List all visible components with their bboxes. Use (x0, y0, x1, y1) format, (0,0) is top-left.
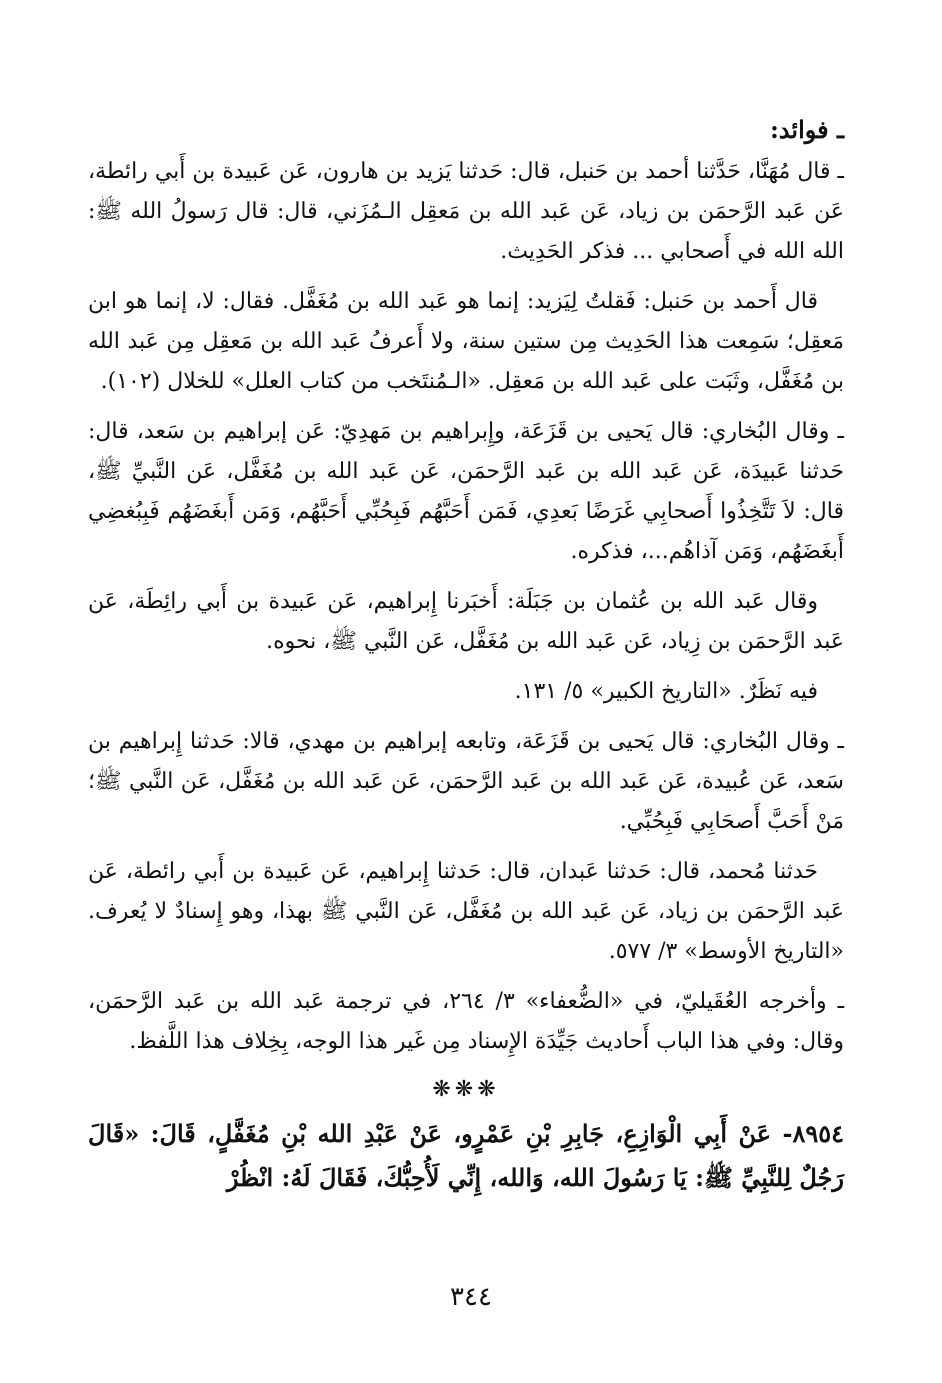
page-number: ٣٤٤ (450, 1282, 492, 1312)
page-body (88, 110, 844, 1200)
hadith-8954: ٨٩٥٤- عَنْ أَبِي الْوَازِعِ، جَابِرِ بْنِ عَمْرٍو، عَنْ عَبْدِ الله بْنِ مُغَفَّلٍ، قَالَ: «قَالَ رَجُلٌ لِلنَّبِيِّ ﷺ: يَا رَسُولَ الله، وَالله، إِنِّي لَأُحِبُّكَ، فَقَالَ لَهُ: انْظُرْ (88, 1119, 845, 1192)
paragraph-uqayli: ـ وأخرجه العُقَيليّ، في «الضُّعفاء» ٣/ ٢٦٤، في ترجمة عَبد الله بن عَبد الرَّحمَن، وقال: وفي هذا الباب أَحاديث جَيِّدَة الإِسناد مِن غَير هذا الوجه، بِخِلاف هذا اللَّفظ. (88, 989, 845, 1054)
paragraph-jabala: وقال عَبد الله بن عُثمان بن جَبَلَة: أَخبَرنا إِبراهيم، عَن عَبيدة بن أَبي رائِطَة، عَن عَبد الرَّحمَن بن زِياد، عَن عَبد الله بن مُغَفَّل، عَن النَّبي ﷺ، نحوه. (88, 589, 844, 654)
paragraph-bukhari-2: ـ وقال البُخاري: قال يَحيى بن قَزَعَة، وتابعه إبراهيم بن مهدي، قالا: حَدثنا إِبراهيم بن سَعد، عَن عُبيدة، عَن عَبد الله بن عَبد الرَّحمَن، عَن عَبد الله بن مُغَفَّل، عَن النَّبي ﷺ؛ مَنْ أَحَبَّ أَصحَابِي فَبِحُبِّي. (88, 729, 844, 834)
section-separator: ❋❋❋ (432, 1077, 500, 1102)
paragraph-tarikh-kabir: فيه نَظَرٌ. «التاريخ الكبير» ٥/ ١٣١. (514, 679, 818, 704)
paragraph-bukhari-1: ـ وقال البُخاري: قال يَحيى بن قَزَعَة، وإِبراهيم بن مَهدِيّ: عَن إبراهيم بن سَعد، قال: حَدثنا عَبيدَة، عَن عَبد الله بن عَبد الرَّحمَن، عَن عَبد الله بن مُغَفَّل، عَن النَّبيِّ ﷺ، قال: لاَ تَتَّخِذُوا أَصحابِي غَرَضًا بَعدِي، فَمَن أَحَبَّهُم فَبِحُبِّي أَحَبَّهُم، وَمَن أَبغَضَهُم فَبِبُغضِي أَبغَضَهُم، وَمَن آذاهُم...، فذكره. (88, 419, 844, 564)
paragraph-muhanna: ـ قال مُهَنَّا، حَدَّثنا أحمد بن حَنبل، قال: حَدثنا يَزيد بن هارون، عَن عَبيدة بن أَبي رائطة، عَن عَبد الرَّحمَن بن زياد، عَن عَبد الله بن مَعقِل الـمُزَني، قال: قال رَسولُ الله ﷺ: الله الله في أَصحابي ... فذكر الحَدِيث. (88, 159, 844, 264)
section-heading: ـ فوائد: (769, 115, 844, 144)
paragraph-ahmad: قال أَحمد بن حَنبل: فَقلتُ لِيَزيد: إنما هو عَبد الله بن مُغَفَّل. فقال: لا، إنما هو ابن مَعقِل؛ سَمِعت هذا الحَدِيث مِن ستين سنة، ولا أَعرفُ عَبد الله بن مَعقِل مِن عَبد الله بن مُغَفَّل، وثَبَت على عَبد الله بن مَعقِل. «الـمُنتَخب من كتاب العلل» للخلال (١٠٢). (88, 289, 844, 394)
paragraph-muhammad: حَدثنا مُحمد، قال: حَدثنا عَبدان، قال: حَدثنا إِبراهيم، عَن عَبيدة بن أَبي رائطة، عَن عَبد الرَّحمَن بن زياد، عَن عَبد الله بن مُغَفَّل، عَن النَّبي ﷺ بهذا، وهو إِسنادٌ لا يُعرف. «التاريخ الأوسط» ٣/ ٥٧٧. (88, 859, 844, 964)
